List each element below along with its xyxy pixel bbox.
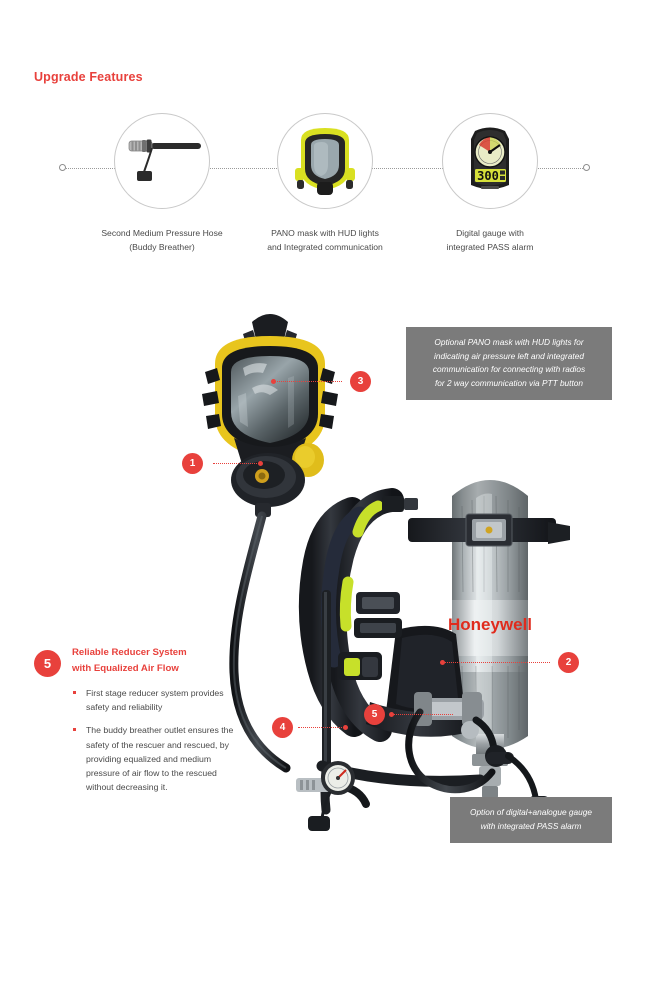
leader-dot-4 — [343, 725, 348, 730]
callout-line-1: Option of digital+analogue gauge — [469, 807, 593, 817]
feature-caption-line-1: Second Medium Pressure Hose — [101, 228, 223, 238]
feature-caption-line-2: and Integrated communication — [267, 242, 383, 252]
feature-icon-circle — [114, 113, 210, 209]
feature-item-pressure-hose[interactable] — [69, 108, 255, 254]
pressure-hose-icon — [115, 114, 209, 208]
bullet-icon — [73, 728, 76, 731]
feature-caption-line-2: (Buddy Breather) — [129, 242, 195, 252]
feature-block-reducer-system — [34, 645, 234, 803]
callout-line-1: Optional PANO mask with HUD lights for — [434, 337, 584, 347]
cylinder-brand-text: Honeywell — [447, 615, 533, 634]
upgrade-features-strip — [0, 108, 649, 283]
bullet-icon — [73, 691, 76, 694]
list-item-text: The buddy breather outlet ensures the safety of the rescuer and rescued, by providing equalized and medium pressure of air flow to the rescued without decreasing it. — [86, 725, 234, 793]
feature-caption-line-2: integrated PASS alarm — [446, 242, 534, 252]
list-item-text: First stage reducer system provides safety and reliability — [86, 688, 224, 713]
feature-block-title-line-2: with Equalized Air Flow — [72, 663, 179, 674]
gauge-reading-text: 300 — [477, 169, 499, 183]
page-title: Upgrade Features — [34, 70, 143, 84]
strip-endpoint-right-icon — [583, 164, 590, 171]
feature-caption — [232, 226, 418, 254]
feature-icon-circle — [277, 113, 373, 209]
callout-line-2: with integrated PASS alarm — [480, 820, 582, 831]
callout-line-2: indicating air pressure left and integrated — [434, 350, 584, 361]
feature-block-title-line-1: Reliable Reducer System — [72, 647, 187, 658]
leader-line-3 — [274, 381, 342, 382]
leader-line-4 — [298, 727, 346, 728]
leader-line-5 — [393, 714, 453, 715]
feature-block-bullet-list — [72, 686, 234, 794]
marker-3[interactable]: 3 — [350, 371, 371, 392]
callout-pano-mask — [406, 327, 612, 400]
marker-5[interactable]: 5 — [364, 704, 385, 725]
gauge-dust-cap — [308, 816, 330, 831]
callout-digital-gauge — [450, 797, 612, 843]
strip-endpoint-left-icon — [59, 164, 66, 171]
feature-caption-line-1: Digital gauge with — [456, 228, 524, 238]
digital-gauge-icon — [443, 114, 537, 208]
list-item — [72, 723, 234, 794]
feature-block-title — [72, 645, 234, 677]
cylinder-strap — [408, 514, 570, 546]
leader-line-2 — [443, 662, 550, 663]
leader-dot-2 — [440, 660, 445, 665]
callout-line-3: communication for connecting with radios — [432, 364, 586, 375]
leader-dot-3 — [271, 379, 276, 384]
chest-buckle — [354, 592, 402, 638]
leader-dot-1 — [258, 461, 263, 466]
feature-item-digital-gauge[interactable] — [397, 108, 583, 254]
leader-line-1 — [213, 463, 261, 464]
pano-mask-icon — [278, 114, 372, 208]
feature-caption — [397, 226, 583, 254]
list-item — [72, 686, 234, 714]
marker-2[interactable]: 2 — [558, 652, 579, 673]
marker-1[interactable]: 1 — [182, 453, 203, 474]
feature-icon-circle — [442, 113, 538, 209]
leader-dot-5 — [389, 712, 394, 717]
feature-caption-line-1: PANO mask with HUD lights — [271, 228, 379, 238]
marker-4[interactable]: 4 — [272, 717, 293, 738]
face-mask-assembly — [202, 314, 338, 517]
feature-item-pano-mask[interactable] — [232, 108, 418, 254]
feature-caption — [69, 226, 255, 254]
callout-line-4: for 2 way communication via PTT button — [434, 377, 584, 388]
feature-block-badge: 5 — [34, 650, 61, 677]
